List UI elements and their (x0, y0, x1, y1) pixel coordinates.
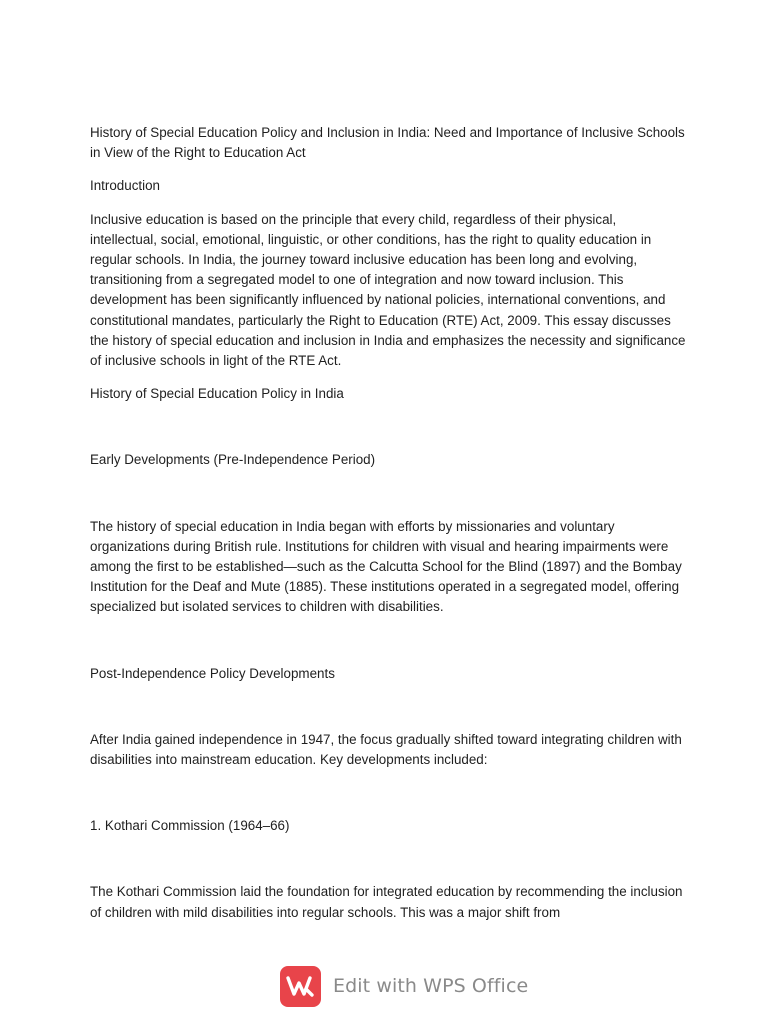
paragraph-kothari: The Kothari Commission laid the foundation for integrated education by recommending the inclusion of children with mild disabilities into regular schools. This was a major shift from (90, 884, 683, 920)
wps-office-logo-icon (280, 966, 321, 1007)
document-body (90, 123, 686, 923)
paragraph-early: The history of special education in India began with efforts by missionaries and voluntary organizations during British rule. Institutions for children with visual and hearing impairments were among the first to be established—such as the Calcutta School for the Blind (1897) and the Bombay Institution for the Deaf and Mute (1885). These institutions operated in a segregated model, offering specialized but isolated services to children with disabilities. (90, 518, 682, 615)
paragraph-introduction: Inclusive education is based on the principle that every child, regardless of their physical, intellectual, social, emotional, linguistic, or other conditions, has the right to quality education in regular schools. In India, the journey toward inclusive education has been long and evolving, transitioning from a segregated model to one of integration and now toward inclusion. This development has been significantly influenced by national policies, international conventions, and constitutional mandates, particularly the Right to Education (RTE) Act, 2009. This essay discusses the history of special education and inclusion in India and emphasizes the necessity and significance of inclusive schools in light of the RTE Act. (90, 211, 686, 369)
list-item-kothari: 1. Kothari Commission (1964–66) (90, 818, 290, 834)
wps-edit-banner[interactable] (280, 965, 528, 1007)
subsection-heading-early: Early Developments (Pre-Independence Period) (90, 452, 376, 468)
document-title: History of Special Education Policy and Inclusion in India: Need and Importance of Inclusive Schools in View of the Right to Education Act (90, 125, 685, 161)
section-heading-introduction: Introduction (90, 178, 160, 194)
paragraph-post: After India gained independence in 1947, the focus gradually shifted toward integrating children with disabilities into mainstream education. Key developments included: (90, 731, 682, 768)
subsection-heading-post: Post-Independence Policy Developments (90, 665, 335, 681)
wps-w-glyph-icon (286, 974, 316, 998)
section-heading-history: History of Special Education Policy in India (90, 386, 344, 402)
wps-edit-label[interactable]: Edit with WPS Office (333, 975, 529, 997)
